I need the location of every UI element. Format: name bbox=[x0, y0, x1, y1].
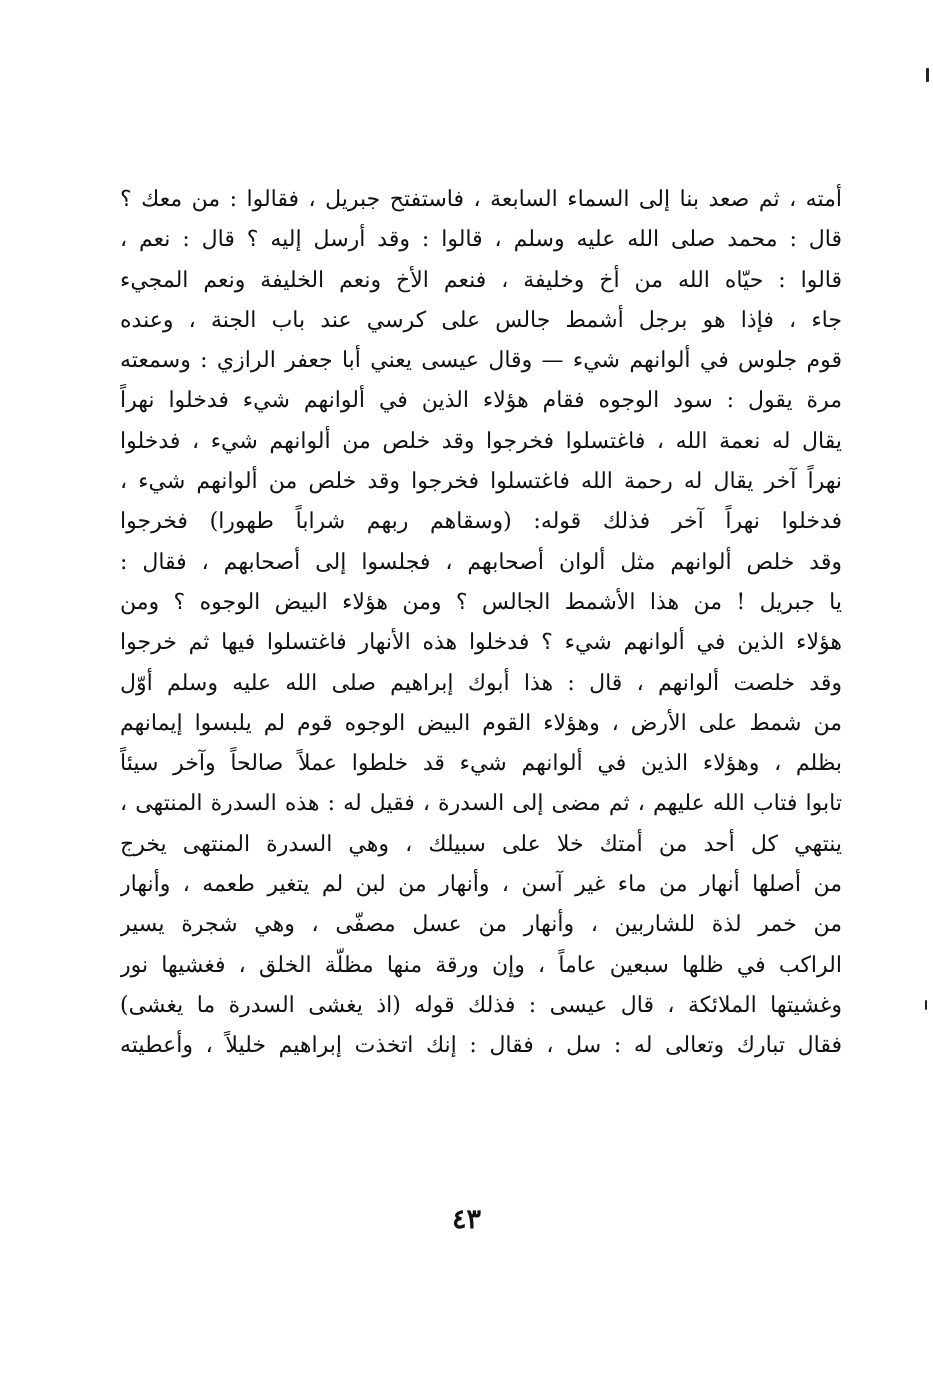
text-line: وقد خلصت ألوانهم ، قال : هذا أبوك إبراهيم صلى الله عليه وسلم أوّل bbox=[120, 670, 842, 696]
text-line: مرة يقول : سود الوجوه فقام هؤلاء الذين في ألوانهم شيء فدخلوا نهراً bbox=[120, 388, 842, 414]
text-line: نهراً آخر يقال له رحمة الله فاغتسلوا فخرجوا وقد خلص من ألوانهم شيء ، bbox=[120, 469, 842, 495]
page-number: ٤٣ bbox=[451, 1204, 481, 1235]
text-line: فقال تبارك وتعالى له : سل ، فقال : إنك اتخذت إبراهيم خليلاً ، وأعطيته bbox=[120, 1033, 842, 1059]
text-line: أمته ، ثم صعد بنا إلى السماء السابعة ، فاستفتح جبريل ، فقالوا : من معك ؟ bbox=[120, 187, 842, 212]
scan-edge-mark bbox=[926, 68, 929, 82]
text-line: وغشيتها الملائكة ، قال عيسى : فذلك قوله (اذ يغشى السدرة ما يغشى) bbox=[120, 992, 842, 1018]
body-text bbox=[120, 180, 842, 1067]
scan-edge-mark bbox=[925, 1000, 927, 1010]
text-line: هؤلاء الذين في ألوانهم شيء ؟ فدخلوا هذه الأنهار فاغتسلوا فيها ثم خرجوا bbox=[120, 630, 842, 656]
text-line: الراكب في ظلها سبعين عاماً ، وإن ورقة منها مظلّة الخلق ، فغشيها نور bbox=[120, 952, 842, 978]
text-line: فدخلوا نهراً آخر فذلك قوله: (وسقاهم ربهم شراباً طهورا) فخرجوا bbox=[120, 509, 842, 535]
text-line: من شمط على الأرض ، وهؤلاء القوم البيض الوجوه قوم لم يلبسوا إيمانهم bbox=[120, 710, 842, 736]
text-line: قوم جلوس في ألوانهم شيء — وقال عيسى يعني أبا جعفر الرازي : وسمعته bbox=[120, 348, 842, 374]
text-line: قالوا : حيّاه الله من أخ وخليفة ، فنعم الأخ ونعم الخليفة ونعم المجيء bbox=[120, 267, 842, 293]
text-line: وقد خلص ألوانهم مثل ألوان أصحابهم ، فجلسوا إلى أصحابهم ، فقال : bbox=[120, 549, 842, 575]
text-line: جاء ، فإذا هو برجل أشمط جالس على كرسي عند باب الجنة ، وعنده bbox=[120, 307, 842, 333]
text-line: من أصلها أنهار من ماء غير آسن ، وأنهار من لبن لم يتغير طعمه ، وأنهار bbox=[120, 872, 842, 898]
text-line: بظلم ، وهؤلاء الذين في ألوانهم شيء قد خلطوا عملاً صالحاً وآخر سيئاً bbox=[120, 751, 842, 777]
text-line: يقال له نعمة الله ، فاغتسلوا فخرجوا وقد خلص من ألوانهم شيء ، فدخلوا bbox=[120, 428, 842, 454]
text-line: ينتهي كل أحد من أمتك خلا على سبيلك ، وهي السدرة المنتهى يخرج bbox=[120, 831, 842, 857]
text-line: يا جبريل ! من هذا الأشمط الجالس ؟ ومن هؤلاء البيض الوجوه ؟ ومن bbox=[120, 589, 842, 615]
text-line: تابوا فتاب الله عليهم ، ثم مضى إلى السدرة ، فقيل له : هذه السدرة المنتهى ، bbox=[120, 791, 842, 817]
text-line: من خمر لذة للشاربين ، وأنهار من عسل مصفّى ، وهي شجرة يسير bbox=[120, 912, 842, 938]
text-line: قال : محمد صلى الله عليه وسلم ، قالوا : وقد أرسل إليه ؟ قال : نعم ، bbox=[120, 227, 842, 253]
